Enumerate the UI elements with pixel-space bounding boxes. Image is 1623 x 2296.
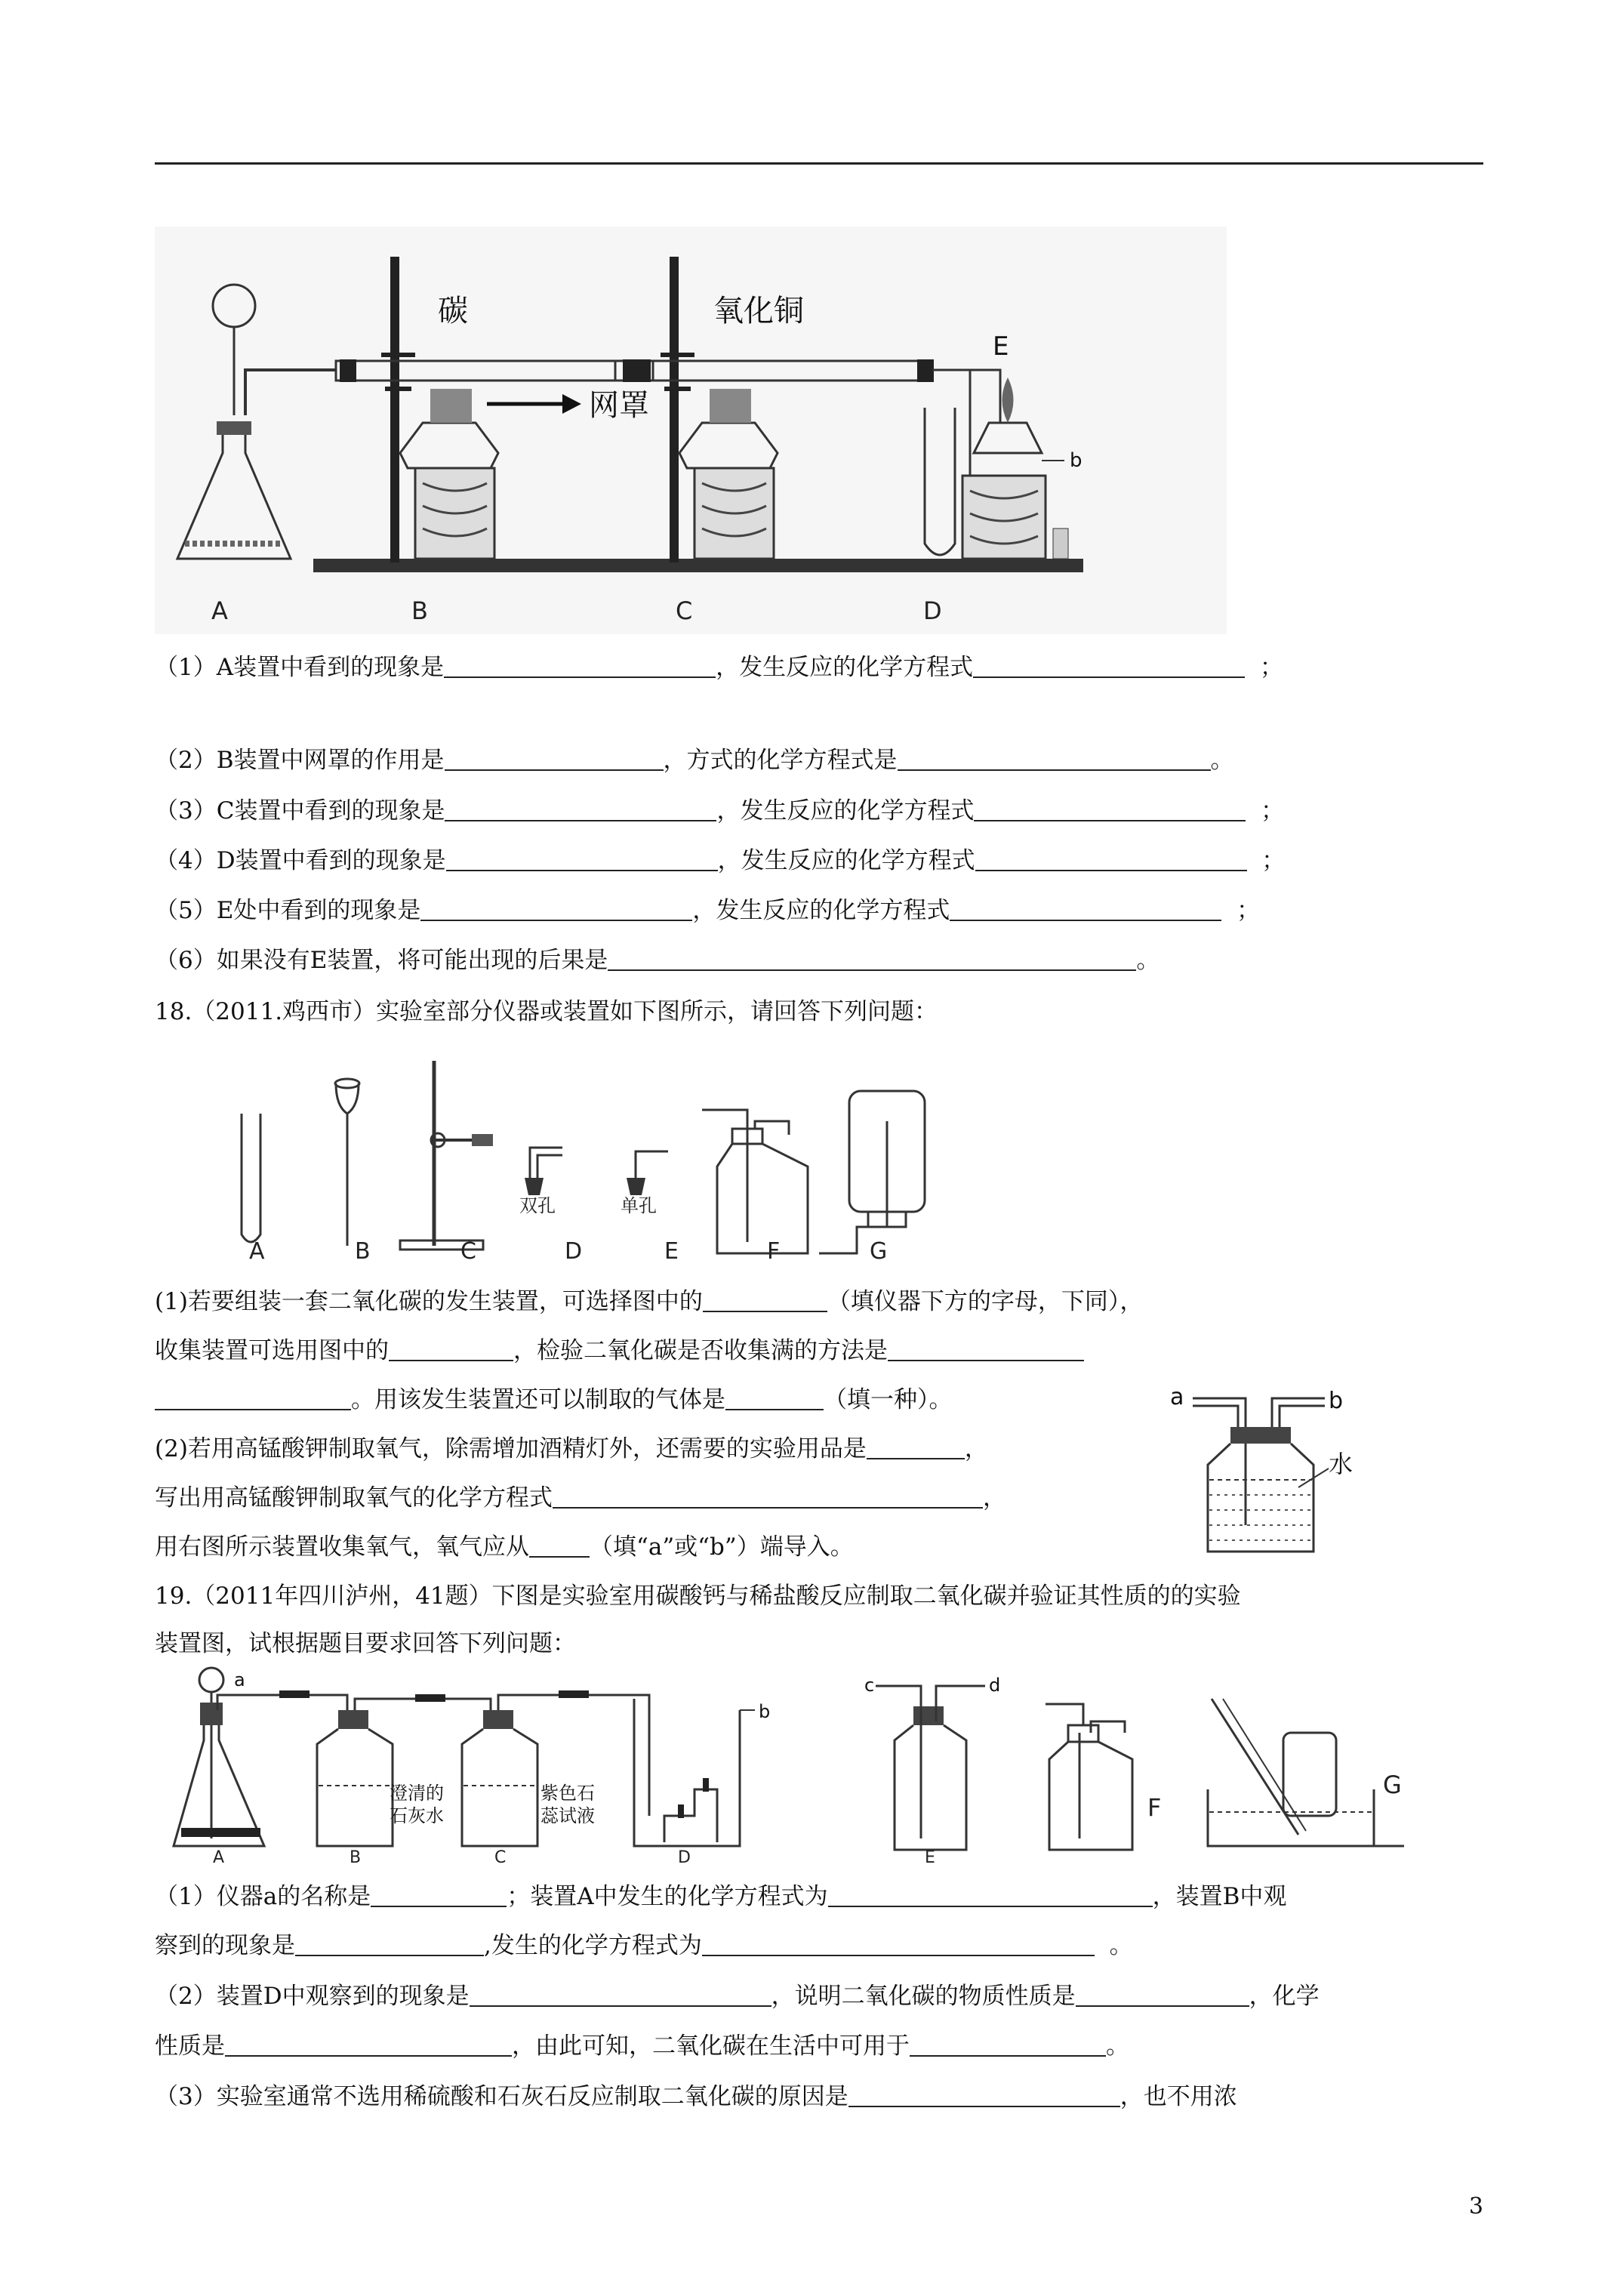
q17-2-text-b: ，方式的化学方程式是 [663, 747, 898, 774]
answer-blank[interactable] [446, 847, 718, 871]
q19-text: ；装置A中发生的化学方程式为 [507, 1883, 828, 1910]
answer-blank[interactable] [703, 1288, 827, 1312]
fig3-caption-B: B [350, 1848, 362, 1865]
q17-4-text-c: ； [1261, 847, 1286, 874]
stopper-double-label: 双孔 [519, 1195, 556, 1216]
q18-line-4 [155, 1432, 988, 1465]
q19-title-line-2: 装置图，试根据题目要求回答下列问题： [155, 1630, 576, 1657]
fig3-label-a: a [234, 1669, 245, 1690]
answer-blank[interactable] [974, 797, 1246, 821]
q18-caption-D: D [565, 1238, 583, 1265]
label-mesh: 网罩 [589, 388, 649, 423]
apparatus-diagram-1 [155, 227, 1227, 634]
answer-blank[interactable] [295, 1932, 484, 1956]
q18-text: (1)若要组装一套二氧化碳的发生装置，可选择图中的 [155, 1288, 703, 1315]
answer-blank[interactable] [371, 1883, 507, 1907]
fig3-caption-F: F [1147, 1793, 1162, 1822]
q18-text: （填“a”或“b”）端导入。 [590, 1533, 854, 1561]
answer-blank[interactable] [975, 847, 1247, 871]
q18-text: (2)若用高锰酸钾制取氧气，除需增加酒精灯外，还需要的实验用品是 [155, 1435, 867, 1462]
answer-blank[interactable] [389, 1337, 513, 1361]
fig3-label-c: c [864, 1675, 875, 1696]
q17-1-text-c: ； [1259, 654, 1283, 681]
q17-2-text-a: （2）B装置中网罩的作用是 [155, 747, 445, 774]
answer-blank[interactable] [848, 2083, 1120, 2107]
answer-blank[interactable] [950, 897, 1221, 921]
answer-blank[interactable] [973, 654, 1245, 678]
q19-text: ，也不用浓 [1119, 2083, 1237, 2110]
q17-5-text-c: ； [1236, 897, 1261, 924]
caption-D: D [923, 596, 942, 625]
bottle-label-a: a [1170, 1384, 1184, 1410]
q18-line-5 [155, 1481, 1006, 1515]
fig3-label-d: d [989, 1675, 1001, 1696]
fig3-caption-E: E [925, 1848, 935, 1865]
answer-blank[interactable] [910, 2032, 1106, 2057]
q19-text: ，化学 [1249, 1983, 1320, 2010]
q18-line-3 [155, 1383, 953, 1416]
q17-5-text-b: ，发生反应的化学方程式 [692, 897, 950, 924]
q17-4-text-a: （4）D装置中看到的现象是 [155, 847, 446, 874]
q18-text: （填仪器下方的字母，下同）， [827, 1288, 1144, 1315]
q19-text: 性质是 [155, 2032, 225, 2060]
q17-3-text-b: ，发生反应的化学方程式 [716, 797, 975, 824]
q18-text: 写出用高锰酸钾制取氧气的化学方程式 [155, 1484, 553, 1512]
caption-C: C [676, 596, 693, 625]
stopper-single-label: 单孔 [621, 1195, 657, 1216]
q18-text: ，检验二氧化碳是否收集满的方法是 [513, 1337, 888, 1364]
label-E: E [993, 331, 1009, 362]
litmus-label-2: 蕊试液 [540, 1805, 595, 1826]
q18-title: 18.（2011.鸡西市）实验室部分仪器或装置如下图所示，请回答下列问题： [155, 998, 938, 1025]
q18-caption-B: B [355, 1238, 371, 1265]
q17-6-text-b: 。 [1136, 947, 1160, 974]
q19-line-1 [155, 1880, 1286, 1913]
q17-line-1 [155, 651, 1283, 684]
q17-line-4 [155, 844, 1285, 877]
answer-blank[interactable] [444, 654, 716, 678]
answer-blank[interactable] [867, 1435, 965, 1459]
q19-line-4 [155, 2029, 1129, 2063]
answer-blank[interactable] [529, 1533, 590, 1558]
q18-text: 收集装置可选用图中的 [155, 1337, 389, 1364]
q18-caption-A: A [249, 1238, 265, 1265]
answer-blank[interactable] [225, 2032, 512, 2057]
q18-line-6 [155, 1530, 854, 1564]
page-number: 3 [1468, 2193, 1483, 2220]
fig3-caption-D: D [678, 1848, 691, 1865]
q18-caption-E: E [664, 1238, 679, 1265]
caption-B: B [411, 596, 428, 625]
apparatus-diagram-3 [166, 1665, 1427, 1865]
q18-line-2 [155, 1334, 1084, 1367]
header-rule [155, 162, 1483, 165]
q17-5-text-a: （5）E处中看到的现象是 [155, 897, 421, 924]
q17-3-text-a: （3）C装置中看到的现象是 [155, 797, 445, 824]
answer-blank[interactable] [445, 747, 664, 771]
q18-caption-G: G [870, 1238, 888, 1265]
q17-3-text-c: ； [1261, 797, 1285, 824]
q18-line-1 [155, 1285, 1143, 1318]
fig3-label-b: b [759, 1701, 771, 1722]
q19-text: 。 [1106, 2032, 1129, 2060]
q17-2-text-c: 。 [1210, 747, 1234, 774]
label-carbon: 碳 [438, 294, 468, 328]
q17-line-2 [155, 744, 1234, 777]
answer-blank[interactable] [155, 1386, 351, 1410]
fig3-caption-A: A [213, 1848, 225, 1865]
apparatus-figure-1 [155, 227, 1227, 634]
q19-text: ，说明二氧化碳的物质性质是 [771, 1983, 1076, 2010]
q18-text: （填一种）。 [824, 1386, 953, 1413]
answer-blank[interactable] [828, 1883, 1153, 1907]
label-b: b [1070, 449, 1083, 472]
q19-text: ，由此可知，二氧化碳在生活中可用于 [512, 2032, 910, 2060]
q19-text: （1）仪器a的名称是 [155, 1883, 371, 1910]
answer-blank[interactable] [420, 897, 692, 921]
q18-text: 用右图所示装置收集氧气，氧气应从 [155, 1533, 529, 1561]
q18-caption-F: F [767, 1238, 781, 1265]
q17-line-6 [155, 944, 1160, 977]
apparatus-figure-3 [166, 1665, 1427, 1865]
answer-blank[interactable] [725, 1386, 824, 1410]
q19-text: ,发生的化学方程式为 [484, 1932, 702, 1959]
q19-text: （3）实验室通常不选用稀硫酸和石灰石反应制取二氧化碳的原因是 [155, 2083, 848, 2110]
bottle-label-b: b [1329, 1388, 1344, 1414]
q19-text: ，装置B中观 [1152, 1883, 1287, 1910]
limewater-label-1: 澄清的 [390, 1783, 444, 1804]
q18-text: ， [983, 1484, 1006, 1512]
label-copper-oxide: 氧化铜 [713, 294, 804, 328]
q19-text: 察到的现象是 [155, 1932, 295, 1959]
q19-text: （2）装置D中观察到的现象是 [155, 1983, 470, 2010]
q19-text: 。 [1109, 1932, 1133, 1959]
bottle-label-water: 水 [1329, 1450, 1354, 1478]
q19-line-2 [155, 1929, 1133, 1962]
limewater-label-2: 石灰水 [390, 1805, 444, 1826]
q19-line-3 [155, 1980, 1320, 2013]
q17-1-text-a: （1）A装置中看到的现象是 [155, 654, 445, 681]
q17-6-text-a: （6）如果没有E装置，将可能出现的后果是 [155, 947, 608, 974]
q18-text: ， [964, 1435, 988, 1462]
answer-blank[interactable] [702, 1932, 1095, 1956]
q17-1-text-b: ，发生反应的化学方程式 [716, 654, 974, 681]
q17-4-text-b: ，发生反应的化学方程式 [717, 847, 975, 874]
q18-caption-C: C [460, 1238, 476, 1265]
q19-title-line-1: 19.（2011年四川泸州，41题）下图是实验室用碳酸钙与稀盐酸反应制取二氧化碳并验证其性质的的实验 [155, 1583, 1241, 1610]
answer-blank[interactable] [470, 1983, 771, 2007]
answer-blank[interactable] [445, 797, 716, 821]
gas-collecting-bottle [1163, 1382, 1359, 1563]
fig3-caption-G: G [1383, 1771, 1402, 1799]
answer-blank[interactable] [888, 1337, 1084, 1361]
bottle-diagram [1163, 1382, 1359, 1563]
answer-blank[interactable] [898, 747, 1211, 771]
q17-line-3 [155, 794, 1284, 827]
answer-blank[interactable] [553, 1484, 983, 1509]
caption-A: A [211, 596, 228, 625]
q18-text: 。用该发生装置还可以制取的气体是 [351, 1386, 725, 1413]
q17-line-5 [155, 894, 1260, 927]
fig3-caption-C: C [494, 1848, 507, 1865]
answer-blank[interactable] [608, 947, 1136, 971]
answer-blank[interactable] [1076, 1983, 1249, 2007]
q19-line-5 [155, 2080, 1237, 2113]
litmus-label-1: 紫色石 [540, 1783, 595, 1804]
